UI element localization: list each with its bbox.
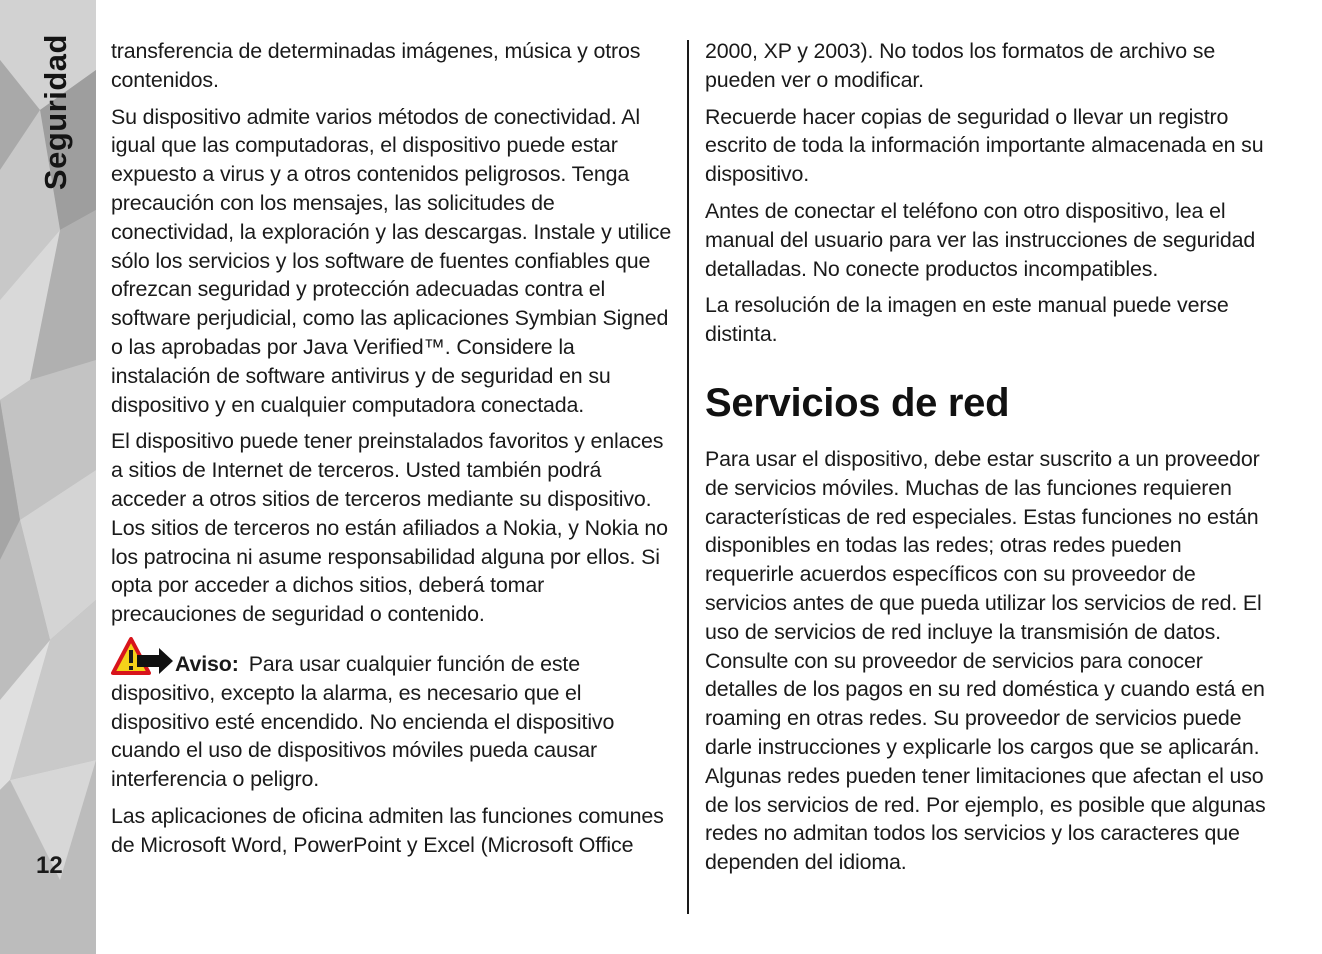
paragraph-third-party-sites: El dispositivo puede tener preinstalados favoritos y enlaces a sitios de Internet de terceros. Usted también podrá acceder a otros sitios de terceros mediante su dispositivo. Los sitios de terceros no están afiliados a Nokia, y Nokia no los patrocina ni asume responsabilidad alguna por ellos. Si opta por acceder a dichos sitios, deberá tomar precauciones de seguridad o contenido. [111,429,668,627]
page-number: 12 [36,852,63,879]
sidebar-decoration [0,0,96,954]
paragraph-office-apps: Las aplicaciones de oficina admiten las funciones comunes de Microsoft Word, PowerPoint y Excel (Microsoft Office [111,803,664,857]
paragraph-image-resolution: La resolución de la imagen en este manual puede verse distinta. [705,293,1229,347]
column-divider [687,40,689,914]
section-tab [30,34,82,206]
warning-triangle-icon [111,637,175,677]
section-title: Seguridad [38,34,73,191]
left-column [111,37,675,868]
warning-label: Aviso: [175,651,239,676]
paragraph-backups: Recuerde hacer copias de seguridad o llevar un registro escrito de toda la información importante almacenada en su dispositivo. [705,104,1264,187]
section-heading: Servicios de red [705,380,1010,425]
paragraph-connect-device: Antes de conectar el teléfono con otro dispositivo, lea el manual del usuario para ver las instrucciones de seguridad detalladas. No conecte productos incompatibles. [705,198,1256,281]
paragraph-file-formats: 2000, XP y 2003). No todos los formatos de archivo se pueden ver o modificar. [705,39,1216,92]
right-column [705,37,1269,885]
paragraph-continued: transferencia de determinadas imágenes, música y otros contenidos. [111,39,641,92]
paragraph-network-services: Para usar el dispositivo, debe estar suscrito a un proveedor de servicios móviles. Muchas de las funciones requieren características de red especiales. Estas funciones no están disponibles en todas las redes; otras redes pueden requerirle acuerdos específicos con su proveedor de servicios antes de que pueda utilizar los servicios de red. El uso de servicios de red incluye la transmisión de datos. Consulte con su proveedor de servicios para conocer detalles de los pagos en su red doméstica y cuando está en roaming en otras redes. Su proveedor de servicios puede darle instrucciones y explicarle los cargos que se aplicarán. Algunas redes pueden tener limitaciones que afectan el uso de los servicios de red. Por ejemplo, es posible que algunas redes no admitan todos los servicios y los caracteres que dependen del idioma. [705,446,1266,875]
warning-note [111,637,675,794]
paragraph-connectivity: Su dispositivo admite varios métodos de conectividad. Al igual que las computadoras, el dispositivo puede estar expuesto a virus y a otros contenidos peligrosos. Tenga precaución con los mensajes, las solicitudes de conectividad, la exploración y las descargas. Instale y utilice sólo los servicios y los software de fuentes confiables que ofrezcan seguridad y protección adecuadas contra el software perjudicial, como las aplicaciones Symbian Signed o las aprobadas por Java Verified™. Considere la instalación de software antivirus y de seguridad en su dispositivo y en cualquier computadora conectada. [111,104,672,417]
warning-text: Para usar cualquier función de este dispositivo, excepto la alarma, es necesario que el dispositivo esté encendido. No encienda el dispositivo cuando el uso de dispositivos móviles pueda causar interferencia o peligro. [111,651,615,792]
